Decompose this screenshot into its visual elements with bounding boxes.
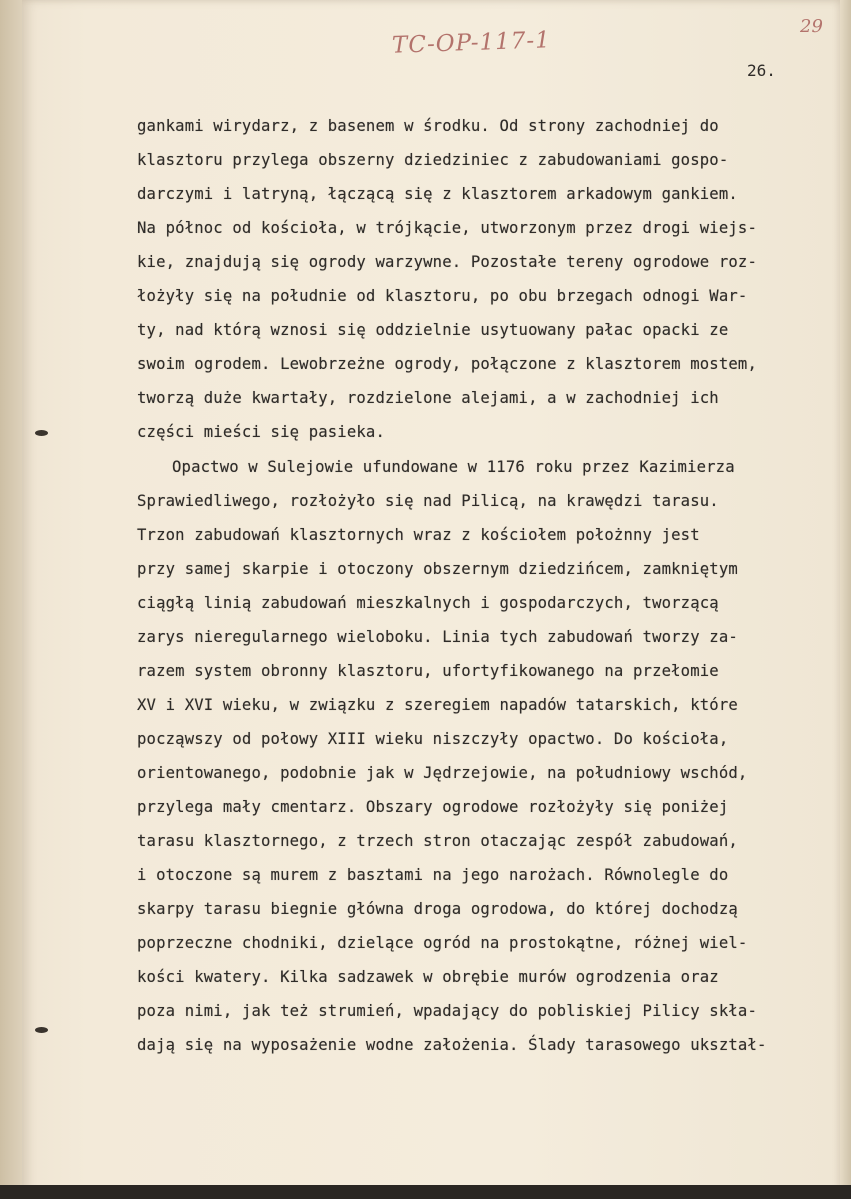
text-line: części mieści się pasieka. — [137, 423, 385, 441]
page-number: 26. — [747, 61, 776, 80]
text-line: kości kwatery. Kilka sadzawek w obrębie murów ogrodzenia oraz — [137, 968, 719, 986]
text-line: Sprawiedliwego, rozłożyło się nad Pilicą, na krawędzi tarasu. — [137, 492, 719, 510]
text-line: począwszy od połowy XIII wieku niszczyły opactwo. Do kościoła, — [137, 730, 729, 748]
text-line: orientowanego, podobnie jak w Jędrzejowie, na południowy wschód, — [137, 764, 748, 782]
text-line: tworzą duże kwartały, rozdzielone alejami, a w zachodniej ich — [137, 389, 719, 407]
text-line: swoim ogrodem. Lewobrzeżne ogrody, połączone z klasztorem mostem, — [137, 355, 757, 373]
text-line: poprzeczne chodniki, dzielące ogród na prostokątne, różnej wiel- — [137, 934, 748, 952]
text-line: XV i XVI wieku, w związku z szeregiem napadów tatarskich, które — [137, 696, 738, 714]
text-line: zarys nieregularnego wieloboku. Linia tych zabudowań tworzy za- — [137, 628, 738, 646]
text-line: i otoczone są murem z basztami na jego narożach. Równolegle do — [137, 866, 729, 884]
text-line: przylega mały cmentarz. Obszary ogrodowe rozłożyły się poniżej — [137, 798, 729, 816]
text-line: gankami wirydarz, z basenem w środku. Od strony zachodniej do — [137, 117, 719, 135]
text-line: darczymi i latryną, łączącą się z klasztorem arkadowym gankiem. — [137, 185, 738, 203]
folio-number: 29 — [800, 16, 823, 37]
text-line: skarpy tarasu biegnie główna droga ogrodowa, do której dochodzą — [137, 900, 738, 918]
text-line: Trzon zabudowań klasztornych wraz z kościołem położnny jest — [137, 526, 700, 544]
text-line: przy samej skarpie i otoczony obszernym dziedzińcem, zamkniętym — [137, 560, 738, 578]
archive-signature: TC-OP-117-1 — [391, 27, 552, 59]
scan-bottom-border — [0, 1185, 851, 1199]
text-line: ty, nad którą wznosi się oddzielnie usytuowany pałac opacki ze — [137, 321, 729, 339]
text-line: kie, znajdują się ogrody warzywne. Pozostałe tereny ogrodowe roz- — [137, 253, 757, 271]
text-line: razem system obronny klasztoru, ufortyfikowanego na przełomie — [137, 662, 719, 680]
text-line: klasztoru przylega obszerny dziedziniec z zabudowaniami gospo- — [137, 151, 729, 169]
text-line: łożyły się na południe od klasztoru, po obu brzegach odnogi War- — [137, 287, 748, 305]
text-line: poza nimi, jak też strumień, wpadający do pobliskiej Pilicy skła- — [137, 1002, 757, 1020]
text-line: ciągłą linią zabudowań mieszkalnych i gospodarczych, tworzącą — [137, 594, 719, 612]
text-line: Na północ od kościoła, w trójkącie, utworzonym przez drogi wiejs- — [137, 219, 757, 237]
text-line: dają się na wyposażenie wodne założenia. Ślady tarasowego ukształ- — [137, 1036, 767, 1054]
text-line: tarasu klasztornego, z trzech stron otaczając zespół zabudowań, — [137, 832, 738, 850]
text-line: Opactwo w Sulejowie ufundowane w 1176 roku przez Kazimierza — [172, 458, 735, 476]
